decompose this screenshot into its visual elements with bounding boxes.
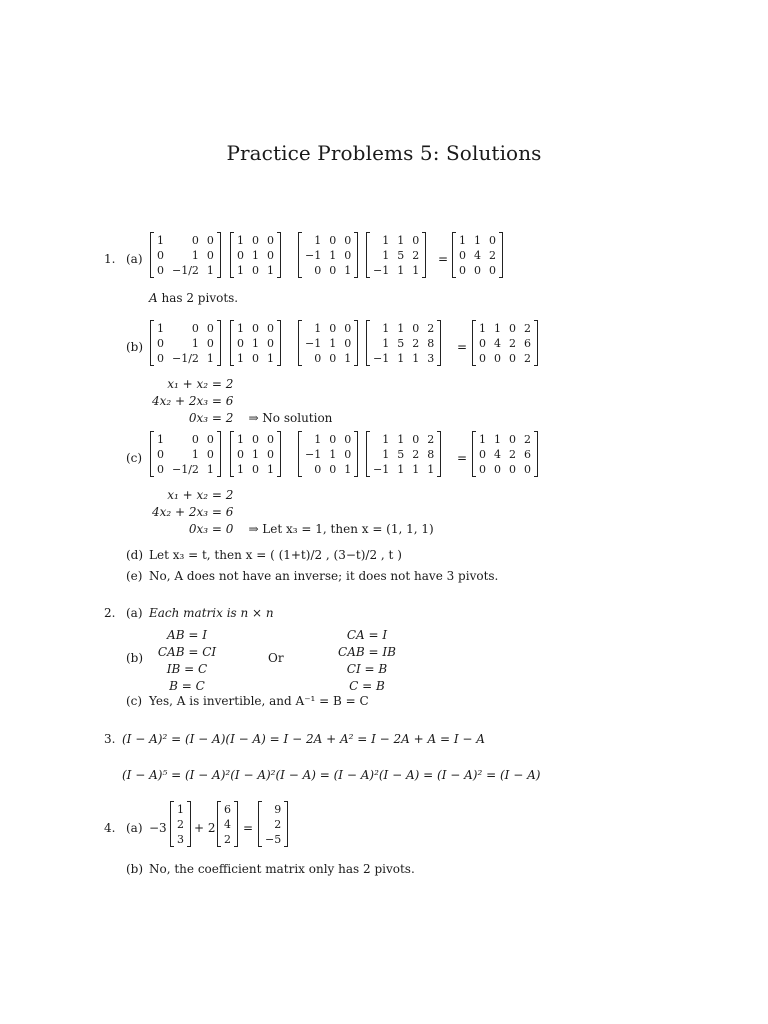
matrix-a-b	[366, 320, 441, 366]
matrix-cell: 0	[157, 352, 164, 365]
matrix-cell: 4	[224, 818, 231, 831]
problem-2c-label: (c)	[126, 694, 143, 708]
matrix-cell: 0	[479, 352, 486, 365]
matrix-cell: 2	[412, 448, 420, 461]
matrix-cell: 0	[252, 264, 259, 277]
matrix-cell: 0	[157, 448, 164, 461]
matrix-cell: 6	[524, 448, 531, 461]
equation-row: 4x₂ + 2x₃ = 6	[152, 505, 234, 519]
problem-2b-label: (b)	[126, 651, 144, 665]
matrix-cell: 0	[206, 249, 214, 262]
matrix-cell: 2	[427, 433, 435, 446]
matrix-cell: 1	[177, 803, 184, 816]
matrix-cell: 2	[524, 352, 531, 365]
matrix-e1-b	[150, 320, 221, 366]
equation-row: 0x₃ = 2	[188, 411, 234, 425]
matrix-cell: 1	[237, 322, 244, 335]
matrix-cell: 0	[494, 463, 501, 476]
matrix-cell: 1	[427, 463, 435, 476]
matrix-cell: 0	[252, 433, 259, 446]
matrix-cell: 3	[427, 352, 435, 365]
matrix-cell: 0	[267, 234, 274, 247]
matrix-cell: 0	[157, 264, 164, 277]
matrix-cell: 0	[252, 322, 259, 335]
matrix-cell: 0	[206, 448, 214, 461]
matrix-cell: 0	[329, 433, 337, 446]
system-2-left	[150, 626, 227, 696]
matrix-cell: 0	[157, 337, 164, 350]
matrix-cell: 1	[459, 234, 466, 247]
matrix-cell: 1	[474, 234, 481, 247]
matrix-cell: 0	[206, 433, 214, 446]
matrix-cell: 1	[412, 264, 420, 277]
matrix-cell: 0	[479, 337, 486, 350]
matrix-cell: 4	[494, 337, 501, 350]
matrix-cell: 1	[157, 433, 164, 446]
problem-2-number: 2.	[104, 606, 116, 620]
system-2-right	[330, 626, 407, 696]
matrix-cell: 2	[224, 833, 231, 846]
matrix-cell: 0	[314, 264, 322, 277]
matrix-cell: 1	[329, 249, 337, 262]
matrix-cell: 1	[329, 448, 337, 461]
matrix-cell: −1/2	[172, 352, 199, 365]
matrix-cell: −1	[305, 448, 322, 461]
matrix-cell: −1/2	[172, 463, 199, 476]
matrix-cell: 0	[474, 264, 481, 277]
matrix-cell: 0	[267, 448, 274, 461]
matrix-cell: 0	[206, 234, 214, 247]
matrix-cell: −1	[305, 249, 322, 262]
matrix-cell: 0	[329, 322, 337, 335]
matrix-cell: 0	[206, 322, 214, 335]
matrix-cell: 0	[267, 322, 274, 335]
matrix-e2-c	[230, 431, 281, 477]
matrix-e1-a	[150, 232, 221, 278]
matrix-cell: 2	[274, 818, 282, 831]
page-title: Practice Problems 5: Solutions	[226, 141, 542, 165]
or-label: Or	[268, 651, 284, 665]
matrix-cell: 5	[397, 448, 405, 461]
matrix-cell: 0	[191, 234, 199, 247]
matrix-cell: 0	[412, 234, 420, 247]
matrix-cell: 0	[329, 463, 337, 476]
matrix-cell: 0	[237, 448, 244, 461]
problem-1-number: 1.	[104, 252, 116, 266]
matrix-cell: 9	[274, 803, 282, 816]
matrix-cell: 1	[237, 352, 244, 365]
matrix-cell: 0	[314, 352, 322, 365]
problem-1c-label: (c)	[126, 451, 143, 465]
coefficient-2: + 2	[194, 821, 216, 835]
matrix-cell: 1	[206, 264, 214, 277]
problem-4a-label: (a)	[126, 821, 143, 835]
matrix-r-a	[452, 232, 503, 278]
matrix-cell: 0	[267, 337, 274, 350]
matrix-e2-b	[230, 320, 281, 366]
matrix-cell: −1	[373, 352, 390, 365]
matrix-cell: 2	[489, 249, 496, 262]
matrix-cell: 1	[382, 433, 390, 446]
matrix-cell: −5	[265, 833, 282, 846]
matrix-cell: 1	[479, 322, 486, 335]
equation-row: 0x₃ = 0	[188, 522, 234, 536]
matrix-cell: 2	[524, 322, 531, 335]
matrix-cell: 0	[459, 249, 466, 262]
matrix-cell: 1	[382, 234, 390, 247]
matrix-a-a	[366, 232, 426, 278]
matrix-cell: 0	[237, 249, 244, 262]
matrix-cell: 1	[494, 433, 501, 446]
equals-sign: =	[457, 451, 468, 465]
equation-row: CAB = IB	[338, 645, 396, 659]
equation-row: IB = C	[166, 662, 208, 676]
matrix-cell: 0	[344, 433, 352, 446]
problem-4b-text: No, the coefficient matrix only has 2 pivots.	[149, 862, 415, 876]
matrix-e2-a	[230, 232, 281, 278]
problem-4b-label: (b)	[126, 862, 144, 876]
matrix-cell: 0	[191, 322, 199, 335]
matrix-cell: 1	[237, 433, 244, 446]
matrix-cell: 1	[206, 463, 214, 476]
matrix-cell: 2	[427, 322, 435, 335]
matrix-cell: −1	[373, 463, 390, 476]
matrix-cell: 0	[479, 463, 486, 476]
matrix-e3-a	[298, 232, 358, 278]
matrix-r-c	[472, 431, 538, 477]
matrix-e1-c	[150, 431, 221, 477]
matrix-cell: 1	[252, 249, 259, 262]
matrix-cell: 1	[267, 463, 274, 476]
matrix-cell: 0	[267, 433, 274, 446]
matrix-cell: 8	[427, 337, 435, 350]
matrix-cell: −1	[305, 337, 322, 350]
matrix-cell: 0	[524, 463, 531, 476]
problem-2c-text: Yes, A is invertible, and A⁻¹ = B = C	[149, 694, 369, 708]
matrix-cell: 1	[382, 448, 390, 461]
matrix-cell: 0	[344, 448, 352, 461]
matrix-cell: 1	[237, 264, 244, 277]
problem-3-number: 3.	[104, 732, 116, 746]
matrix-cell: 0	[489, 234, 496, 247]
matrix-cell: 1	[494, 322, 501, 335]
matrix-cell: 1	[479, 433, 486, 446]
matrix-cell: 0	[314, 463, 322, 476]
vector-2	[217, 801, 238, 847]
vector-1	[170, 801, 191, 847]
matrix-cell: 0	[344, 234, 352, 247]
equation-row: CAB = CI	[157, 645, 217, 659]
matrix-cell: 1	[206, 352, 214, 365]
matrix-cell: 1	[237, 463, 244, 476]
matrix-cell: 0	[489, 264, 496, 277]
matrix-cell: 4	[494, 448, 501, 461]
matrix-cell: 1	[344, 264, 352, 277]
matrix-cell: 8	[427, 448, 435, 461]
matrix-cell: 5	[397, 249, 405, 262]
matrix-cell: 0	[344, 322, 352, 335]
matrix-cell: 0	[494, 352, 501, 365]
matrix-cell: 1	[314, 234, 322, 247]
matrix-cell: 6	[524, 337, 531, 350]
matrix-cell: 0	[252, 234, 259, 247]
equals-sign: =	[457, 340, 468, 354]
equation-row: C = B	[349, 679, 385, 693]
matrix-e3-b	[298, 320, 358, 366]
matrix-cell: 1	[412, 463, 420, 476]
matrix-cell: 6	[224, 803, 231, 816]
matrix-cell: 0	[237, 337, 244, 350]
matrix-cell: 1	[191, 249, 199, 262]
matrix-cell: 2	[412, 249, 420, 262]
matrix-cell: −1/2	[172, 264, 199, 277]
matrix-a-c	[366, 431, 441, 477]
problem-3-line-2: (I − A)⁵ = (I − A)²(I − A)²(I − A) = (I − A)²(I − A) = (I − A)² = (I − A)	[122, 768, 541, 782]
matrix-cell: 0	[252, 352, 259, 365]
matrix-cell: 1	[412, 352, 420, 365]
matrix-cell: 1	[252, 337, 259, 350]
matrix-cell: 0	[509, 433, 516, 446]
matrix-cell: 1	[382, 337, 390, 350]
matrix-cell: 1	[191, 448, 199, 461]
problem-1d-label: (d)	[126, 548, 144, 562]
equation-row: x₁ + x₂ = 2	[167, 488, 234, 502]
matrix-cell: 1	[252, 448, 259, 461]
problem-1e-label: (e)	[126, 569, 143, 583]
matrix-cell: 1	[314, 433, 322, 446]
matrix-cell: 1	[237, 234, 244, 247]
equation-row: CA = I	[346, 628, 388, 642]
matrix-cell: 0	[509, 322, 516, 335]
matrix-cell: 1	[267, 352, 274, 365]
system-b	[150, 375, 334, 428]
matrix-cell: 4	[474, 249, 481, 262]
matrix-cell: 5	[397, 337, 405, 350]
matrix-cell: 0	[479, 448, 486, 461]
equals-sign: =	[243, 821, 254, 835]
matrix-cell: 0	[329, 264, 337, 277]
equation-row: x₁ + x₂ = 2	[167, 377, 234, 391]
matrix-cell: 0	[252, 463, 259, 476]
matrix-cell: 3	[177, 833, 184, 846]
matrix-cell: 0	[509, 352, 516, 365]
system-b-result: ⇒ No solution	[248, 411, 333, 425]
matrix-cell: 0	[344, 249, 352, 262]
matrix-cell: 1	[397, 322, 405, 335]
matrix-cell: 0	[329, 234, 337, 247]
vector-3	[258, 801, 288, 847]
matrix-cell: 0	[157, 249, 164, 262]
problem-1a-label: (a)	[126, 252, 143, 266]
matrix-cell: 1	[157, 234, 164, 247]
matrix-cell: 0	[206, 337, 214, 350]
matrix-cell: 2	[509, 337, 516, 350]
coefficient-1: −3	[149, 821, 167, 835]
matrix-cell: 0	[509, 463, 516, 476]
matrix-cell: 1	[314, 322, 322, 335]
matrix-cell: 2	[509, 448, 516, 461]
matrix-cell: 2	[412, 337, 420, 350]
equals-sign: =	[438, 252, 449, 266]
matrix-cell: 1	[397, 264, 405, 277]
matrix-cell: 0	[329, 352, 337, 365]
matrix-cell: 1	[397, 352, 405, 365]
problem-2a-text: Each matrix is n × n	[149, 606, 274, 620]
matrix-cell: 1	[397, 463, 405, 476]
matrix-cell: 0	[191, 433, 199, 446]
matrix-cell: 0	[459, 264, 466, 277]
matrix-cell: 0	[157, 463, 164, 476]
equation-row: B = C	[169, 679, 205, 693]
matrix-cell: 1	[267, 264, 274, 277]
problem-4-number: 4.	[104, 821, 116, 835]
problem-1a-note-text: has 2 pivots.	[161, 291, 239, 305]
equation-row: CI = B	[346, 662, 388, 676]
problem-1e-text: No, A does not have an inverse; it does not have 3 pivots.	[149, 569, 499, 583]
matrix-cell: 0	[412, 322, 420, 335]
matrix-cell: 0	[344, 337, 352, 350]
matrix-cell: 1	[344, 463, 352, 476]
matrix-cell: 1	[329, 337, 337, 350]
matrix-cell: 2	[177, 818, 184, 831]
system-c	[150, 486, 436, 539]
matrix-cell: 1	[344, 352, 352, 365]
equation-row: 4x₂ + 2x₃ = 6	[152, 394, 234, 408]
problem-3-line-1: (I − A)² = (I − A)(I − A) = I − 2A + A² = I − 2A + A = I − A	[122, 732, 485, 746]
matrix-cell: 1	[397, 234, 405, 247]
matrix-r-b	[472, 320, 538, 366]
matrix-cell: 1	[397, 433, 405, 446]
matrix-cell: 0	[412, 433, 420, 446]
matrix-cell: −1	[373, 264, 390, 277]
matrix-cell: 0	[267, 249, 274, 262]
equation-row: AB = I	[167, 628, 207, 642]
matrix-cell: 2	[524, 433, 531, 446]
problem-1a-note: A has 2 pivots.	[149, 291, 239, 305]
problem-1b-label: (b)	[126, 340, 144, 354]
problem-2a-label: (a)	[126, 606, 143, 620]
matrix-cell: 1	[382, 249, 390, 262]
matrix-cell: 1	[191, 337, 199, 350]
matrix-e3-c	[298, 431, 358, 477]
problem-1d-text: Let x₃ = t, then x = ( (1+t)/2 , (3−t)/2 , t )	[149, 548, 402, 562]
matrix-cell: 1	[157, 322, 164, 335]
matrix-cell: 1	[382, 322, 390, 335]
system-c-result: ⇒ Let x₃ = 1, then x = (1, 1, 1)	[248, 522, 434, 536]
